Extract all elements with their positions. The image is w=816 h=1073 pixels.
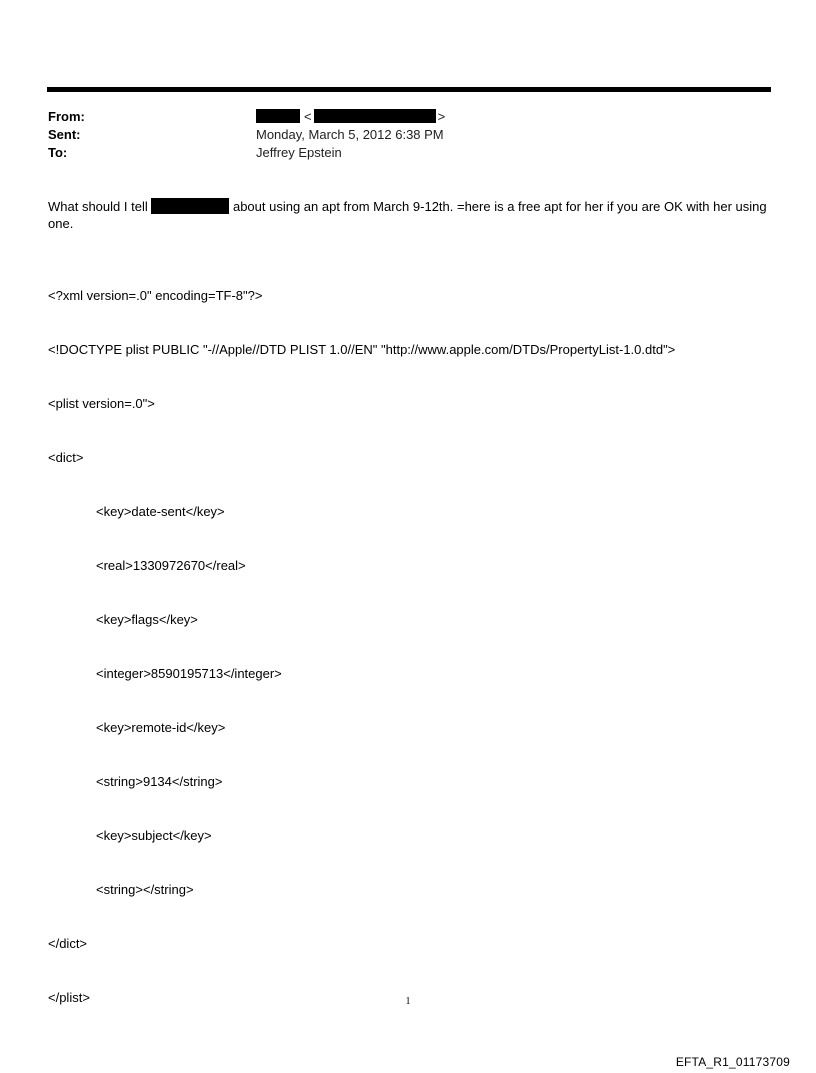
to-label: To: [48, 145, 68, 160]
from-label: From: [48, 109, 85, 124]
xml-line: <!DOCTYPE plist PUBLIC "-//Apple//DTD PLIST 1.0//EN" "http://www.apple.com/DTDs/PropertyList-1.0.dtd"> [48, 342, 676, 357]
redacted-recipient-name [151, 198, 229, 214]
body-text-before: What should I tell [48, 199, 148, 214]
xml-plist-block [48, 251, 675, 1025]
xml-line: <?xml version=.0" encoding=TF-8"?> [48, 288, 263, 303]
redacted-sender-email [314, 109, 436, 123]
xml-line: <key>remote-id</key> [96, 720, 226, 735]
xml-line: <real>1330972670</real> [96, 558, 246, 573]
email-body [48, 198, 768, 232]
header-rule [47, 87, 771, 92]
from-lt: < [304, 109, 312, 124]
xml-line: <key>date-sent</key> [96, 504, 225, 519]
sent-value: Monday, March 5, 2012 6:38 PM [256, 127, 444, 142]
xml-line: <key>flags</key> [96, 612, 198, 627]
xml-line: <key>subject</key> [96, 828, 212, 843]
xml-line: <integer>8590195713</integer> [96, 666, 282, 681]
bates-number: EFTA_R1_01173709 [675, 1055, 790, 1069]
xml-line: </plist> [48, 990, 90, 1005]
sent-label: Sent: [48, 127, 81, 142]
to-value: Jeffrey Epstein [256, 145, 342, 160]
page-number: 1 [405, 996, 411, 1007]
from-gt: > [437, 109, 446, 124]
xml-line: <plist version=.0"> [48, 396, 155, 411]
xml-line: <string></string> [96, 882, 194, 897]
xml-line: <string>9134</string> [96, 774, 223, 789]
body-text-after: about using an apt from March 9-12th. =here is a free apt for her if you are OK with her using one. [48, 199, 767, 231]
redacted-sender-name [256, 109, 300, 123]
from-value [256, 108, 445, 126]
xml-line: <dict> [48, 450, 84, 465]
xml-line: </dict> [48, 936, 88, 951]
